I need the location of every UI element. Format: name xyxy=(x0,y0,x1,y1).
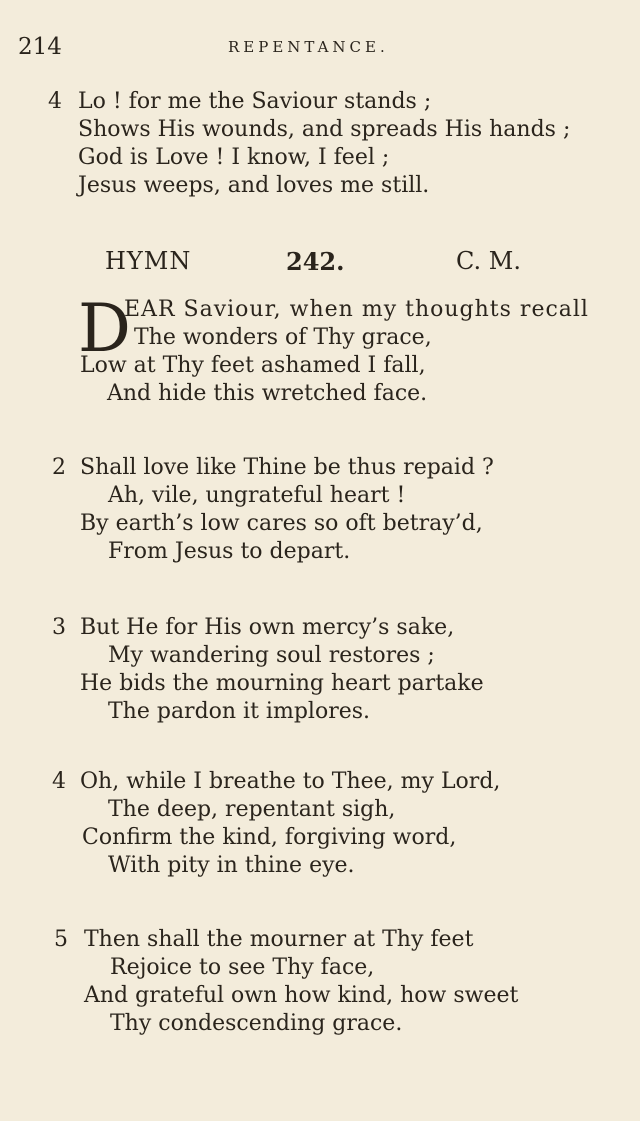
verse-line: Shall love like Thine be thus repaid ? xyxy=(80,455,494,480)
verse-line: From Jesus to depart. xyxy=(108,539,351,564)
verse-line: The wonders of Thy grace, xyxy=(134,325,432,350)
verse-line: Thy condescending grace. xyxy=(110,1011,403,1036)
verse-line: By earth’s low cares so oft betray’d, xyxy=(80,511,483,536)
verse-line: He bids the mourning heart partake xyxy=(80,671,484,696)
verse-line: And hide this wretched face. xyxy=(107,381,428,406)
verse-line: With pity in thine eye. xyxy=(108,853,355,878)
drop-cap: D xyxy=(78,290,131,367)
hymn-number: 242. xyxy=(286,247,345,276)
stanza-number: 4 xyxy=(48,89,62,114)
stanza-number: 5 xyxy=(54,927,68,952)
hymn-meter: C. M. xyxy=(456,247,521,275)
verse-line: God is Love ! I know, I feel ; xyxy=(78,145,390,170)
verse-line: Shows His wounds, and spreads His hands ; xyxy=(78,117,571,142)
hymn-heading xyxy=(0,247,640,279)
verse-line: Ah, vile, ungrateful heart ! xyxy=(108,483,406,508)
verse-line: Confirm the kind, forgiving word, xyxy=(82,825,457,850)
hymn-label: HYMN xyxy=(105,247,192,275)
verse-line: Then shall the mourner at Thy feet xyxy=(84,927,474,952)
stanza-number: 2 xyxy=(52,455,66,480)
verse-line: EAR Saviour, when my thoughts recall xyxy=(124,297,589,322)
stanza-number: 3 xyxy=(52,615,66,640)
page-header xyxy=(18,34,618,64)
verse-line: Jesus weeps, and loves me still. xyxy=(78,173,430,198)
page-number: 214 xyxy=(18,34,62,60)
running-head: REPENTANCE. xyxy=(228,38,389,56)
verse-line: And grateful own how kind, how sweet xyxy=(84,983,519,1008)
verse-line: Rejoice to see Thy face, xyxy=(110,955,375,980)
verse-line: Low at Thy feet ashamed I fall, xyxy=(80,353,426,378)
verse-line: The pardon it implores. xyxy=(108,699,371,724)
stanza-number: 4 xyxy=(52,769,66,794)
verse-line: The deep, repentant sigh, xyxy=(108,797,396,822)
verse-line: Lo ! for me the Saviour stands ; xyxy=(78,89,432,114)
verse-line: Oh, while I breathe to Thee, my Lord, xyxy=(80,769,501,794)
verse-line: My wandering soul restores ; xyxy=(108,643,435,668)
verse-line: But He for His own mercy’s sake, xyxy=(80,615,455,640)
